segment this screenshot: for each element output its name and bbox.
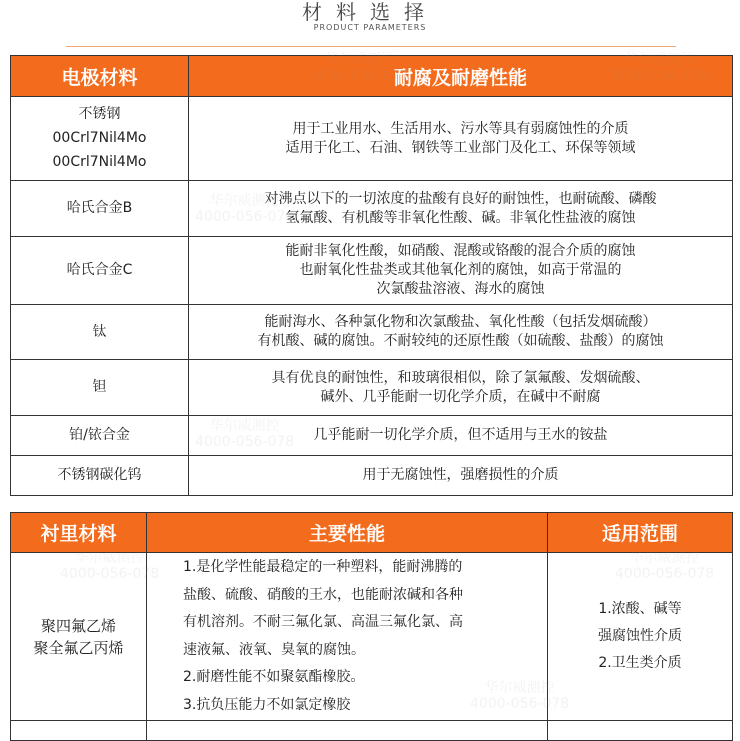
- table-header-row: [11, 513, 733, 553]
- watermark-brand: 华尔威测控: [629, 550, 700, 566]
- table-row: [11, 416, 733, 456]
- performance-line: 能耐非氧化性酸，如硝酸、混酸或铬酸的混合介质的腐蚀: [285, 243, 636, 259]
- table-row: [11, 360, 733, 416]
- performance-line: 适用于化工、石油、钢铁等工业部门及化工、环保等领域: [285, 139, 636, 156]
- material-line: 00Crl7Nil4Mo: [52, 154, 147, 170]
- watermark-brand: 华尔威测控: [74, 550, 145, 566]
- performance-line: 次氯酸盐溶液、海水的腐蚀: [376, 281, 545, 297]
- range-line: 2.卫生类介质: [598, 655, 682, 671]
- performance-cell: 用于无腐蚀性，强磨损性的介质: [189, 456, 733, 496]
- table-row: [11, 237, 733, 305]
- performance-cell: [189, 181, 733, 237]
- performance-line: 也耐氧化性盐类或其他氧化剂的腐蚀，如高于常温的: [299, 262, 622, 278]
- performance-line: 盐酸、硫酸、硝酸的王水，也能耐浓碱和各种: [183, 586, 463, 603]
- section-header: [0, 0, 740, 50]
- watermark-brand: 华尔威测控: [209, 193, 280, 209]
- table-row: [11, 553, 733, 721]
- table-row: [11, 97, 733, 181]
- section-subtitle: PRODUCT PARAMETERS: [313, 23, 427, 32]
- performance-cell: [189, 97, 733, 181]
- range-line: 强腐蚀性介质: [598, 628, 682, 644]
- material-line: 聚四氟乙烯: [40, 616, 116, 635]
- performance-cell: 几乎能耐一切化学介质，但不适用与王水的铵盐: [189, 416, 733, 456]
- header-divider: [66, 46, 676, 47]
- watermark-phone: 4000-056-078: [60, 566, 160, 582]
- performance-line: 对沸点以下的一切浓度的盐酸有良好的耐蚀性，也耐硫酸、磷酸: [264, 190, 657, 207]
- material-cell: 铂/铱合金: [11, 416, 189, 456]
- material-cell: 钽: [11, 360, 189, 416]
- lining-material-table: [10, 512, 733, 741]
- table-row: [11, 456, 733, 496]
- material-line: 聚全氟乙丙烯: [33, 638, 124, 657]
- range-line: 1.浓酸、碱等: [598, 601, 682, 617]
- material-cell: [11, 721, 147, 741]
- performance-line: 碱外、几乎能耐一切化学介质，在碱中不耐腐: [320, 388, 601, 405]
- table-row: [11, 305, 733, 360]
- range-cell: [548, 721, 733, 741]
- material-cell: 哈氏合金C: [11, 237, 189, 305]
- column-header-main-performance: 主要性能: [147, 513, 548, 553]
- performance-line: 用于工业用水、生活用水、污水等具有弱腐蚀性的介质: [292, 120, 629, 137]
- column-header-electrode-material: 电极材料: [11, 56, 189, 97]
- performance-line: 氢氟酸、有机酸等非氧化性酸、碱。非氧化性盐液的腐蚀: [285, 209, 636, 226]
- column-header-application-range: 适用范围: [548, 513, 733, 553]
- performance-line: 1.是化学性能最稳定的一种塑料，能耐沸腾的: [183, 559, 463, 575]
- watermark-phone: 4000-056-078: [615, 566, 715, 582]
- section-title: 材料选择: [302, 0, 438, 24]
- performance-line: 3.抗负压能力不如氯定橡胶: [183, 696, 351, 713]
- performance-line: 有机溶剂。不耐三氟化氯、高温三氟化氯、高: [183, 614, 463, 630]
- material-cell: 不锈钢碳化钨: [11, 456, 189, 496]
- column-header-lining-material: 衬里材料: [11, 513, 147, 553]
- performance-line: 2.耐磨性能不如聚氨酯橡胶。: [183, 669, 365, 685]
- material-cell: 哈氏合金B: [11, 181, 189, 237]
- watermark-phone: 4000-056-078: [470, 696, 570, 712]
- performance-cell: [189, 360, 733, 416]
- performance-cell: [189, 305, 733, 360]
- performance-line: 有机酸、碱的腐蚀。不耐较纯的还原性酸（如硫酸、盐酸）的腐蚀: [257, 333, 664, 349]
- material-cell: [11, 97, 189, 181]
- table-row: [11, 181, 733, 237]
- table-row: [11, 721, 733, 741]
- material-line: 00Crl7Nil4Mo: [52, 130, 147, 146]
- watermark-brand: 华尔威测控: [209, 418, 280, 434]
- table-header-row: [11, 56, 733, 97]
- performance-line: 速液氟、液氧、臭氧的腐蚀。: [183, 641, 365, 658]
- electrode-material-table: [10, 55, 733, 496]
- watermark-brand: 华尔威测控: [484, 680, 555, 696]
- material-cell: [11, 553, 147, 721]
- watermark-phone: 4000-056-078: [195, 209, 295, 225]
- column-header-corrosion-wear-performance: 耐腐及耐磨性能: [189, 56, 733, 97]
- performance-cell: [189, 237, 733, 305]
- performance-line: 具有优良的耐蚀性，和玻璃很相似，除了氯氟酸、发烟硫酸、: [271, 369, 650, 386]
- performance-cell: [147, 553, 548, 721]
- watermark-phone: 4000-056-078: [195, 434, 295, 450]
- material-cell: 钛: [11, 305, 189, 360]
- performance-line: 能耐海水、各种氯化物和次氯酸盐、氧化性酸（包括发烟硫酸）: [264, 314, 657, 330]
- range-cell: [548, 553, 733, 721]
- material-line: 不锈钢: [78, 106, 121, 122]
- performance-cell: [147, 721, 548, 741]
